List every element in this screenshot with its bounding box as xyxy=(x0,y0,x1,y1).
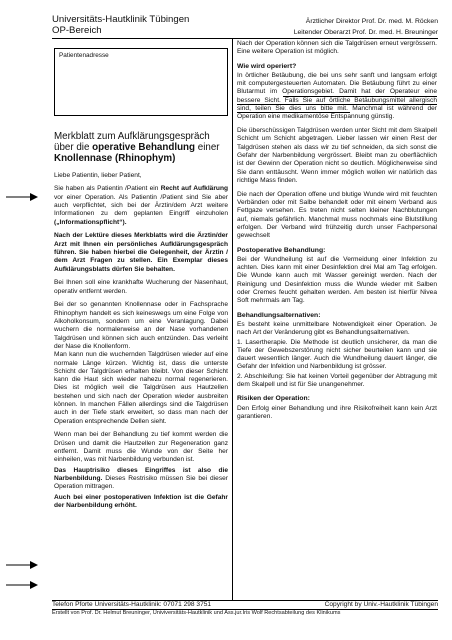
paragraph: 1. Lasertherapie. Die Methode ist deutlich unsicherer, da man die Tiefe der Gewebszerstörung nicht sicher beurteilen kann und sie dauert wesentlich länger. Auch die Wundheilung dauert länger, die Gefahr der Infektion und Narbenbildung ist grösser. xyxy=(237,338,437,371)
paragraph: Den Erfolg einer Behandlung und ihre Risikofreiheit kann kein Arzt garantieren. xyxy=(237,404,437,420)
arrow-right-icon xyxy=(4,560,40,570)
paragraph xyxy=(237,72,437,122)
footer-line xyxy=(52,601,438,610)
paragraph: Die überschüssigen Talgdrüsen werden unter Sicht mit dem Skalpell Schicht um Schicht abgetragen. Lieber lassen wir einen Rest der Talgdrüsen stehen als dass wir zu tief schneiden, da sich sonst die Gefahr der Narbenbildung vergrössert. Bleibt man zu oberflächlich ist der Gewinn der Operation nicht so deutlich. Möglicherweise sind Sie dann enttäuscht. Wenn immer möglich wollen wir natürlich das richtige Mass finden. xyxy=(237,127,437,184)
section-heading: Behandlungsalternativen: xyxy=(237,311,321,319)
paragraph: Bei der so genannten Knollennase oder in Fachsprache Rhinophym handelt es sich keineswegs um eine Folge von Alkoholkonsum, sondern um eine Veranlagung. Dabei wuchern die normalerweise an der Nase vorhandenen Talgdrüsen und können sich auch entzünden. Das verleiht der Nase die Knollenform. xyxy=(54,301,228,350)
paragraph xyxy=(54,185,228,226)
text-bold: („Informationspflicht“). xyxy=(54,218,127,226)
title-bold: operative Behandlung xyxy=(92,142,196,154)
footer-copyright: Copyright by Univ.-Hautklinik Tübingen xyxy=(324,601,438,608)
highlighted-text: Falls Sie auf örtliche Betäubungsmittel allergisch sind, teilen Sie dies uns bitte mit. xyxy=(237,96,437,113)
text: Manchmal ist während der Operation eine medikamentöse Entspannung günstig. xyxy=(237,105,437,121)
text: Sie haben als Patientin /Patient ein xyxy=(54,185,161,193)
paragraph: 2. Abschleifung: Sie hat keinen Vorteil gegenüber der Abtragung mit dem Skalpell und ist für Sie unangenehmer. xyxy=(237,372,437,388)
director-name: Ärztlicher Direktor Prof. Dr. med. M. Röcken xyxy=(305,18,438,25)
title-part: Merkblatt zum Aufklärungsgespräch über die xyxy=(54,131,210,154)
paragraph: Es besteht keine unmittelbare Notwendigkeit einer Operation. Je nach Art der Veränderung gibt es Behandlungsalternativen. xyxy=(237,320,437,337)
text: vor einer Operation. Als Patientin /Patient sind Sie aber auch verpflichtet, sich bei der Ärztin/dem Arzt weitere Informationen zu dem geplanten Eingriff einzuholen xyxy=(54,193,228,218)
text-bold: Nach der Lektüre dieses Merkblatts wird die Ärztin/der Arzt mit Ihnen ein persönliches Aufklärungsgespräch führen. Sie haben hierbei die Gelegenheit, der Ärztin / dem Arzt Fragen zu stellen. Ein Exemplar dieses Aufklärungsblatts dürfen Sie behalten. xyxy=(54,232,228,273)
text-bold: Das Hauptrisiko dieses Eingriffes ist also die Narbenbildung. xyxy=(54,466,228,482)
section-heading: Risiken der Operation: xyxy=(237,395,310,403)
greeting: Liebe Patientin, lieber Patient, xyxy=(54,171,142,179)
arrow-right-icon xyxy=(4,192,40,202)
footer-credit: Erstellt von Prof. Dr. Helmut Breuninger, Univiversitäts-Hautklinik und Ass.jur.Iris Wolf Rechtsabteilung des Klinikums xyxy=(52,610,341,616)
clinic-name: Universitäts-Hautklinik Tübingen xyxy=(52,14,190,25)
paragraph xyxy=(54,467,228,492)
paragraph: Nach der Operation können sich die Talgdrüsen erneut vergrössern. Eine weitere Operation ist möglich. xyxy=(237,40,437,56)
document-title xyxy=(54,131,228,165)
text: Dieses Restrisiko müssen Sie bei dieser Operation mittragen. xyxy=(54,474,228,491)
paragraph: Bei Ihnen soll eine krankhafte Wucherung der Nasenhaut, operativ entfernt werden. xyxy=(54,279,228,295)
senior-name: Leitender Oberarzt Prof. Dr. med. H. Breuninger xyxy=(293,29,438,36)
column-divider xyxy=(232,38,233,600)
text: In örtlicher Betäubung, die bei uns sehr sanft und langsam erfolgt mit computergesteuerten Automaten. Die Betäubung führt zu einer Blutarmut im Operationsgebiet. Damit hat der Operateur eine bessere Sicht. xyxy=(237,71,437,104)
paragraph xyxy=(54,494,228,511)
paragraph: Man kann nun die wuchernden Talgdrüsen wieder auf eine normale Länge kürzen. Wichtig ist, dass die unterste Schicht der Talgdrüsen erhalten bleibt. Von dieser Schicht kann die Haut sich wieder nahezu normal regenerieren. Dies ist möglich weil die Talgdrüsen aus Hautzellen bestehen und sich nach der Operation wieder ausbreiten können. In manchen Fällen allerdings sind die Talgdrüsen auch in der Tiefe stark erweitert, so dass man nach der Operation entsprechende Dellen sieht. xyxy=(54,351,228,425)
area-name: OP-Bereich xyxy=(52,25,102,36)
paragraph: Bei der Wundheilung ist auf die Vermeidung einer Infektion zu achten. Dies kann mit einer Desinfektion drei Mal am Tag erfolgen. Die Wunde kann auch mit Wasser gereinigt werden. Nach der Reinigung und Desinfektion muss die Wunde wieder mit Salben oder Cremes feucht gehalten werden. Am besten ist hierfür Nivea Soft mehrmals am Tag. xyxy=(237,255,437,305)
footer-phone: Telefon Pforte Universitäts-Hautklinik: 07071 298 3751 xyxy=(52,601,212,608)
text-bold: Recht auf Aufklärung xyxy=(160,185,228,193)
title-bold: Knollennase (Rhinophym) xyxy=(54,153,176,165)
header-right xyxy=(294,16,438,38)
section-heading: Wie wird operiert? xyxy=(237,62,297,70)
arrow-right-icon xyxy=(4,580,40,590)
section-heading: Postoperative Behandlung: xyxy=(237,246,326,254)
address-label: Patientenadresse xyxy=(59,52,109,59)
paragraph: Wenn man bei der Behandlung zu tief kommt werden die Drüsen und damit die Hautzellen zur Regeneration ganz entfernt. Damit muss die Wunde von der Seite her einheilen, was mit Narbenbildung verbunden ist. xyxy=(54,431,228,464)
patient-address-box xyxy=(54,48,228,116)
paragraph: Die nach der Operation offene und blutige Wunde wird mit feuchten Verbänden oder mit Salbe behandelt oder mit einem Verband aus Fettgaze versehen. Es treten nicht selten kleiner Nachblutungen auf, niemals gefährlich. Manchmal muss nochmals eine Blutstillung erfolgen. Der Verband wird frühzeitig durch unser Fachpersonal gewechselt xyxy=(237,190,437,240)
header-left xyxy=(52,14,189,36)
text-bold: Auch bei einer postoperativen Infektion ist die Gefahr der Narbenbildung erhöht. xyxy=(54,493,228,509)
right-column xyxy=(237,40,437,427)
left-column xyxy=(54,48,228,516)
title-part: einer xyxy=(195,142,220,154)
paragraph xyxy=(54,232,228,273)
header-divider xyxy=(52,38,438,39)
